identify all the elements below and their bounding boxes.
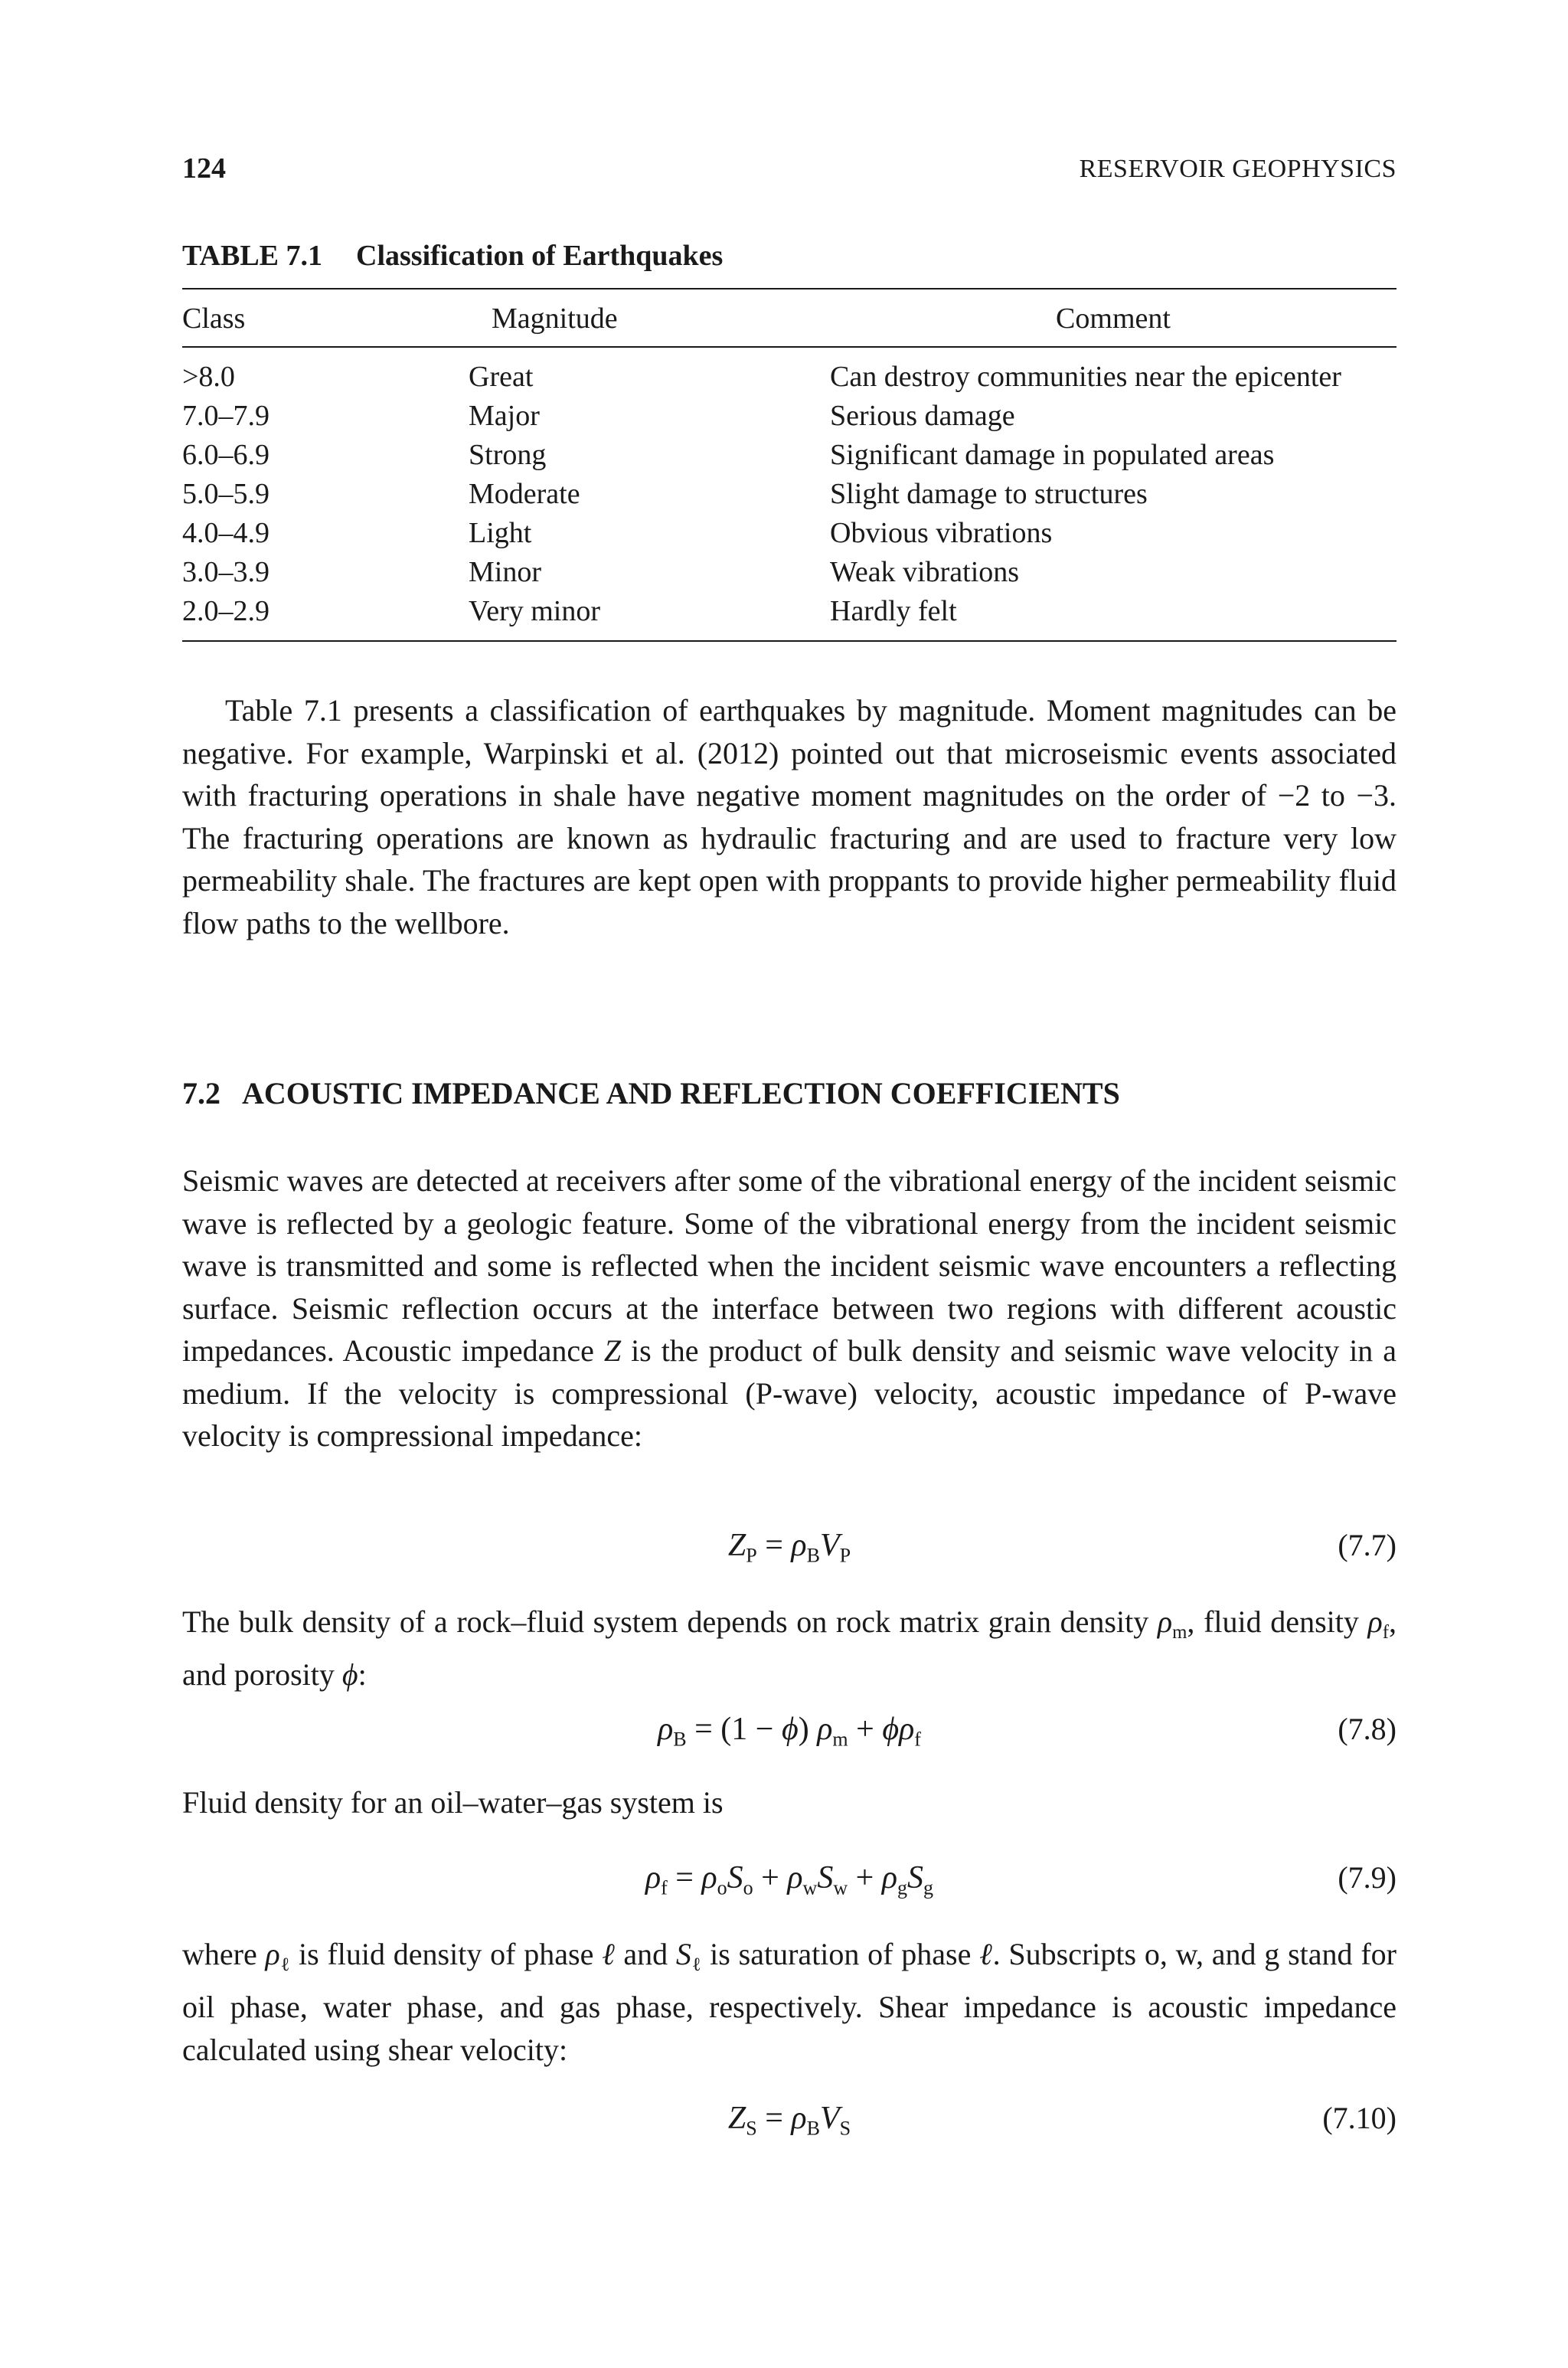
variable-z: Z <box>603 1333 622 1368</box>
cell-comment: Hardly felt <box>830 594 957 627</box>
page-number: 124 <box>182 152 226 185</box>
text-segment: , and porosity <box>182 1604 1397 1693</box>
table-row <box>182 552 1396 591</box>
table-row <box>182 513 1396 552</box>
text-segment: . Subscripts o, w, and g stand for oil phase, water phase, and gas phase, respectively. Shear impedance is acoustic impedance calculated using shear velocity: <box>182 1937 1396 2067</box>
cell-comment: Slight damage to structures <box>830 477 1148 510</box>
cell-magnitude: Very minor <box>469 594 601 627</box>
text-segment: is saturation of phase <box>701 1937 980 1971</box>
cell-class: 7.0–7.9 <box>182 399 270 432</box>
cell-magnitude: Light <box>469 516 532 549</box>
table-row <box>182 435 1396 474</box>
text-segment: Seismic waves are detected at receivers after some of the vibrational energy of the incident seismic wave is reflected by a geologic feature. Some of the vibrational energy from the incident seismic wave is transmitted and some is reflected when the incident seismic wave encounters a reflecting surface. Seismic reflection occurs at the interface between two regions with different acoustic impedances. Acoustic impedance <box>182 1163 1396 1368</box>
cell-class: 3.0–3.9 <box>182 555 270 588</box>
equation-body: $Z_S = \rho_BV_S$ <box>727 2101 851 2140</box>
text-segment: is the product of bulk density and seismic wave velocity in a medium. If the velocity is compressional (P-wave) velocity, acoustic impedance of P-wave velocity is compressional impedance: <box>182 1333 1397 1453</box>
cell-comment: Obvious vibrations <box>830 516 1053 549</box>
column-header-comment: Comment <box>1056 303 1171 335</box>
table-row <box>182 474 1396 513</box>
table-row <box>182 591 1396 630</box>
paragraph-bulk-density: The bulk density of a rock–fluid system depends on rock matrix grain density $\rho_m$, fluid density $\rho_f$, and porosity ϕ: <box>182 1604 1397 1693</box>
cell-comment: Significant damage in populated areas <box>830 438 1275 471</box>
equation-body: $\rho_B = (1 - \phi) \rho_m + \phi\rho_f$ <box>658 1712 921 1751</box>
cell-comment: Weak vibrations <box>830 555 1020 588</box>
cell-magnitude: Major <box>469 399 540 432</box>
equation-7-8 <box>182 1711 1396 1757</box>
paragraph-magnitude-classification: Table 7.1 presents a classification of earthquakes by magnitude. Moment magnitudes can be negative. For example, Warpinski et al. (2012) pointed out that microseismic events associated with fracturing operations in shale have negative moment magnitudes on the order of −2 to −3. The fracturing operations are known as hydraulic fracturing and are used to fracture very low permeability shale. The fractures are kept open with proppants to provide higher permeability fluid flow paths to the wellbore. <box>182 693 1396 940</box>
cell-class: 6.0–6.9 <box>182 438 270 471</box>
section-heading <box>182 1075 1120 1111</box>
cell-class: >8.0 <box>182 360 235 393</box>
equation-number: (7.7) <box>1338 1528 1396 1562</box>
equation-number: (7.9) <box>1338 1860 1396 1895</box>
table-row <box>182 396 1396 435</box>
text-segment: where <box>182 1937 266 1971</box>
section-title: ACOUSTIC IMPEDANCE AND REFLECTION COEFFICIENTS <box>242 1076 1120 1110</box>
equation-7-10 <box>182 2100 1396 2146</box>
table-caption <box>182 239 723 273</box>
table-header-row <box>182 297 1396 340</box>
equation-7-9 <box>182 1859 1396 1905</box>
cell-class: 4.0–4.9 <box>182 516 270 549</box>
cell-magnitude: Minor <box>469 555 541 588</box>
text-segment: , fluid density <box>1187 1604 1368 1639</box>
text-segment: and <box>615 1937 676 1971</box>
earthquake-classification-table <box>182 297 1396 630</box>
table-top-rule <box>182 288 1396 289</box>
paragraph-fluid-density: Fluid density for an oil–water–gas system is <box>182 1785 724 1820</box>
table-row <box>182 340 1396 396</box>
column-header-magnitude: Magnitude <box>492 303 618 335</box>
text-segment: is fluid density of phase <box>290 1937 603 1971</box>
section-number: 7.2 <box>182 1076 220 1110</box>
table-bottom-rule <box>182 640 1396 642</box>
cell-magnitude: Moderate <box>469 477 580 510</box>
paragraph-acoustic-impedance <box>182 1159 1396 1457</box>
column-header-class: Class <box>182 303 246 335</box>
text-segment: The bulk density of a rock–fluid system depends on rock matrix grain density <box>182 1604 1158 1639</box>
cell-magnitude: Strong <box>469 438 547 471</box>
cell-class: 5.0–5.9 <box>182 477 270 510</box>
cell-comment: Serious damage <box>830 399 1015 432</box>
cell-magnitude: Great <box>469 360 534 393</box>
equation-number: (7.10) <box>1322 2101 1396 2135</box>
table-title: Classification of Earthquakes <box>356 240 724 272</box>
equation-number: (7.8) <box>1338 1712 1396 1746</box>
running-head <box>182 152 1396 190</box>
paragraph-phase-definitions: where $\rho_\ell$ is fluid density of phase ℓ and $S_\ell$ is saturation of phase ℓ. Subscripts o, w, and g stand for oil phase, water phase, and gas phase, respectively. Shear impedance is acoustic impedance calculated using shear velocity: <box>182 1937 1396 2067</box>
running-title: RESERVOIR GEOPHYSICS <box>1079 155 1396 183</box>
equation-7-7 <box>182 1527 1396 1573</box>
equation-body: $\rho_f = \rho_oS_o + \rho_wS_w + \rho_gS_g$ <box>645 1860 934 1899</box>
cell-class: 2.0–2.9 <box>182 594 270 627</box>
equation-body: $Z_P = \rho_BV_P$ <box>727 1528 851 1567</box>
text-segment: : <box>358 1657 367 1693</box>
table-label: TABLE 7.1 <box>182 240 323 272</box>
cell-comment: Can destroy communities near the epicenter <box>830 360 1341 393</box>
